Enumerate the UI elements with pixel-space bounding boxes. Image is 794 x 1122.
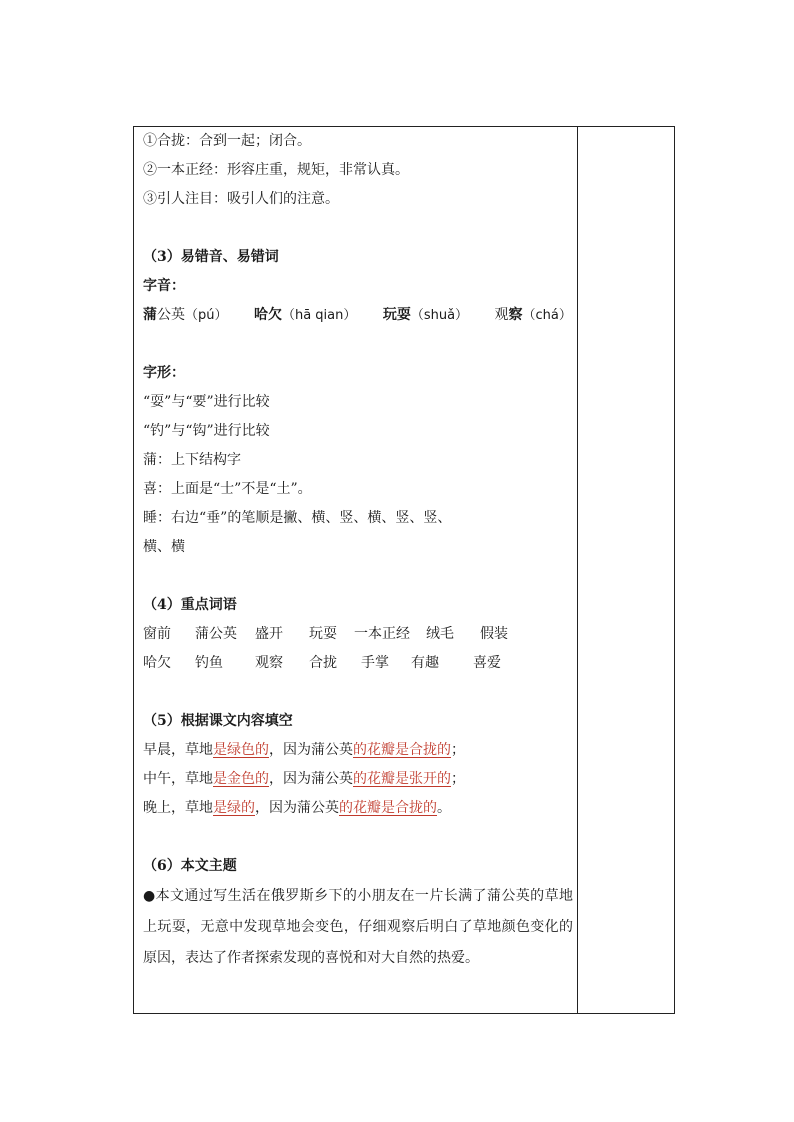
word: 喜爱 <box>473 655 501 671</box>
section4-heading: （4）重点词语 <box>143 597 237 613</box>
key-words-row-1 <box>143 620 573 649</box>
main-cell <box>143 127 573 974</box>
pron-2: 哈欠（hā qian） <box>253 307 357 323</box>
word: 一本正经 <box>354 626 410 642</box>
zi-xing-label: 字形： <box>143 365 185 381</box>
definition-1: ①合拢：合到一起；闭合。 <box>143 133 311 149</box>
word: 窗前 <box>143 626 171 642</box>
column-divider <box>577 127 578 1013</box>
section3-heading: （3）易错音、易错词 <box>143 249 279 265</box>
fill-row-3: 晚上，草地是绿的，因为蒲公英的花瓣是合拢的。 <box>143 800 451 816</box>
lesson-table <box>133 126 675 1014</box>
zi-xing-3: 蒲：上下结构字 <box>143 452 241 468</box>
word: 盛开 <box>255 626 283 642</box>
word: 合拢 <box>309 655 337 671</box>
fill-row-2: 中午，草地是金色的，因为蒲公英的花瓣是张开的； <box>143 771 465 787</box>
word: 有趣 <box>411 655 439 671</box>
pronunciation-row <box>143 301 573 330</box>
pron-1: 蒲公英（pú） <box>143 307 228 323</box>
section6-heading: （6）本文主题 <box>143 858 237 874</box>
zi-xing-6: 横、横 <box>143 539 185 555</box>
section5-heading: （5）根据课文内容填空 <box>143 713 293 729</box>
zi-xing-1: “耍”与“要”进行比较 <box>143 394 270 410</box>
word: 假装 <box>480 626 508 642</box>
zi-yin-label: 字音： <box>143 278 185 294</box>
word: 哈欠 <box>143 655 171 671</box>
word: 蒲公英 <box>195 626 237 642</box>
word: 绒毛 <box>426 626 454 642</box>
zi-xing-4: 喜：上面是“士”不是“土”。 <box>143 481 312 497</box>
word: 钓鱼 <box>195 655 223 671</box>
definition-2: ②一本正经：形容庄重，规矩，非常认真。 <box>143 162 409 178</box>
zi-xing-2: “钓”与“钩”进行比较 <box>143 423 270 439</box>
pron-4: 观察（chá） <box>494 307 572 323</box>
word: 观察 <box>255 655 283 671</box>
definition-3: ③引人注目：吸引人们的注意。 <box>143 191 339 207</box>
zi-xing-5: 睡：右边“垂”的笔顺是撇、横、竖、横、竖、竖、 <box>143 510 452 526</box>
key-words-row-2 <box>143 649 573 678</box>
theme-paragraph: ●本文通过写生活在俄罗斯乡下的小朋友在一片长满了蒲公英的草地上玩耍，无意中发现草地会变色，仔细观察后明白了草地颜色变化的原因，表达了作者探索发现的喜悦和对大自然的热爱。 <box>143 888 573 966</box>
fill-row-1: 早晨，草地是绿色的，因为蒲公英的花瓣是合拢的； <box>143 742 465 758</box>
word: 玩耍 <box>309 626 337 642</box>
word: 手掌 <box>361 655 389 671</box>
pron-3: 玩耍（shuǎ） <box>382 307 469 323</box>
